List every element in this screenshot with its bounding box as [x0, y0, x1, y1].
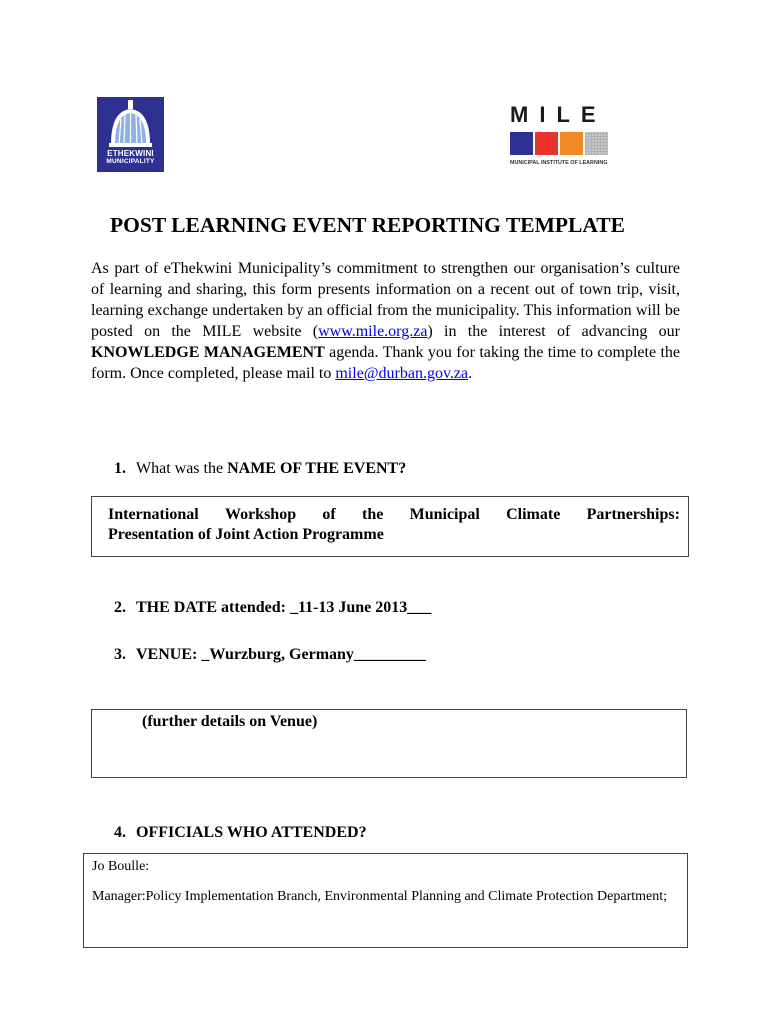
question-2: [114, 599, 431, 617]
page-title: POST LEARNING EVENT REPORTING TEMPLATE: [110, 213, 625, 237]
event-word: Workshop: [224, 506, 297, 523]
intro-text-4: .: [468, 365, 473, 382]
mile-logo: [505, 102, 630, 170]
intro-text-2: ) in the interest of advancing our: [427, 323, 681, 340]
email-link[interactable]: mile@durban.gov.za: [335, 365, 469, 382]
mile-square-red: [535, 132, 558, 155]
question-1-number: 1.: [114, 460, 126, 477]
venue-details-label: (further details on Venue): [142, 713, 318, 730]
venue-details-box[interactable]: [91, 709, 687, 778]
question-1: [114, 460, 406, 478]
official-role: Manager:Policy Implementation Branch, Environmental Planning and Climate Protection Department;: [92, 889, 668, 904]
mile-square-grey: [585, 132, 608, 155]
question-3-number: 3.: [114, 646, 126, 663]
ethekwini-logo: [97, 97, 164, 172]
website-link[interactable]: www.mile.org.za: [318, 323, 428, 340]
event-name-line1: [108, 505, 680, 525]
officials-box[interactable]: [83, 853, 688, 948]
intro-text-1: As part of eThekwini Municipality’s commitment to strengthen our organisation’s culture of learning and sharing, this form presents information on a recent out of town trip, visit, learning exchange undertaken by an official from the municipality. This information will be posted on the MILE website (: [91, 260, 680, 340]
date-attended: THE DATE attended: _11-13 June 2013___: [136, 599, 432, 616]
official-name: Jo Boulle:: [92, 859, 150, 874]
event-word: International: [108, 506, 199, 523]
mile-wordmark: MILE: [510, 102, 607, 127]
mile-square-blue: [510, 132, 533, 155]
venue: VENUE: _Wurzburg, Germany_________: [136, 646, 426, 663]
event-name-line2: Presentation of Joint Action Programme: [108, 526, 384, 543]
event-word: Municipal: [409, 506, 480, 523]
mile-subtitle: MUNICIPAL INSTITUTE OF LEARNING: [510, 160, 608, 166]
ethekwini-logo-line2: MUNICIPALITY: [106, 158, 155, 165]
intro-text-3: agenda. Thank you for taking the time to complete the form. Once completed, please mail to: [91, 344, 681, 382]
question-4-number: 4.: [114, 824, 126, 841]
event-word: Climate: [506, 506, 561, 523]
event-word: Partnerships:: [586, 506, 680, 523]
question-2-number: 2.: [114, 599, 126, 616]
intro-emphasis: KNOWLEDGE MANAGEMENT: [91, 344, 325, 361]
event-name-box[interactable]: [91, 496, 689, 557]
mile-square-orange: [560, 132, 583, 155]
officials-heading: OFFICIALS WHO ATTENDED?: [136, 824, 367, 841]
question-1-prefix: What was the: [136, 460, 228, 477]
event-word: the: [361, 506, 384, 523]
question-1-label: NAME OF THE EVENT?: [227, 460, 407, 477]
question-3: [114, 646, 426, 664]
ethekwini-logo-line1: ETHEKWINI: [107, 149, 154, 158]
intro-paragraph: [91, 258, 680, 384]
question-4: [114, 824, 367, 842]
event-word: of: [322, 506, 336, 523]
